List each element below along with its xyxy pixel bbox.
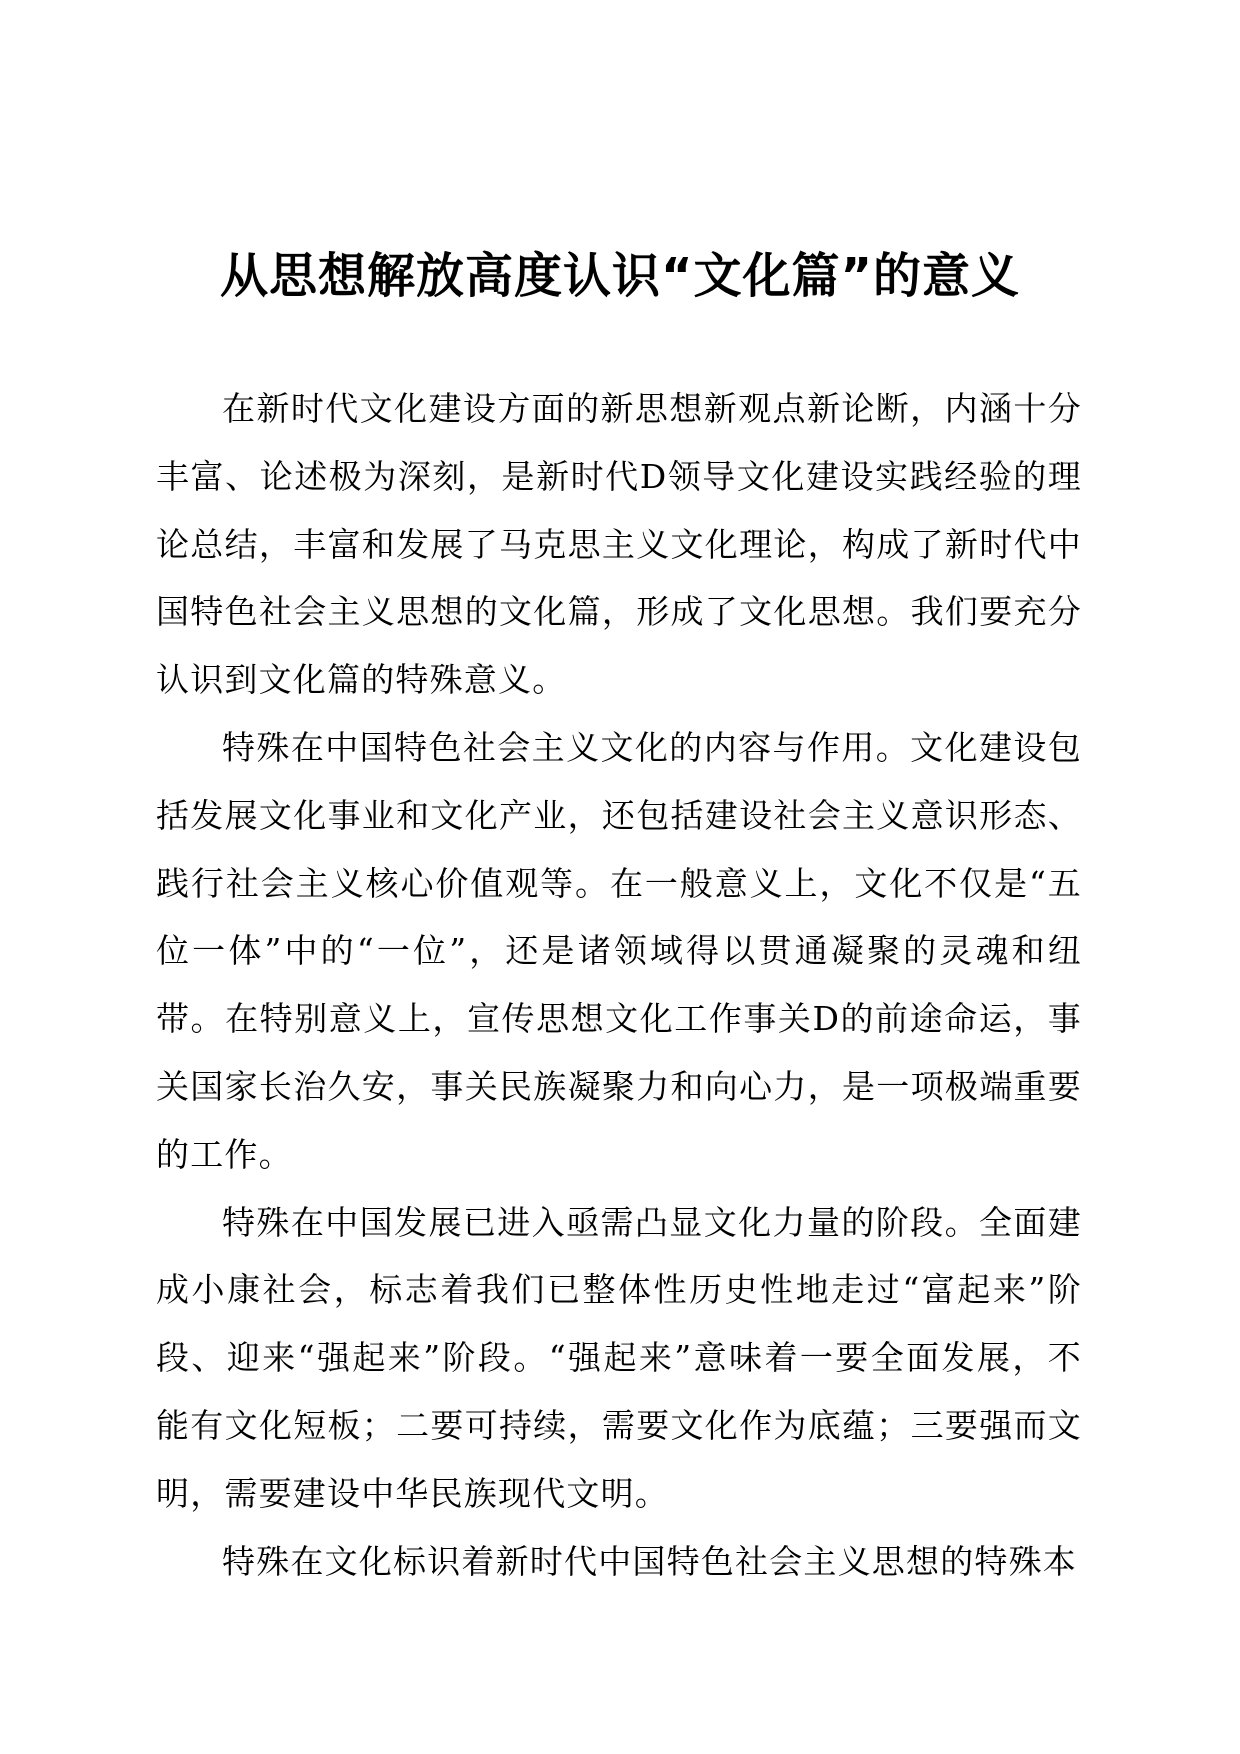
paragraph-1: 在新时代文化建设方面的新思想新观点新论断，内涵十分丰富、论述极为深刻，是新时代D领导文化建设实践经验的理论总结，丰富和发展了马克思主义文化理论，构成了新时代中国特色社会主义思想的文化篇，形成了文化思想。我们要充分认识到文化篇的特殊意义。 [156,389,1082,700]
paragraph-3: 特殊在中国发展已进入亟需凸显文化力量的阶段。全面建成小康社会，标志着我们已整体性历史性地走过“富起来”阶段、迎来“强起来”阶段。“强起来”意味着一要全面发展，不能有文化短板；二要可持续，需要文化作为底蕴；三要强而文明，需要建设中华民族现代文明。 [156,1202,1082,1513]
paragraph-2: 特殊在中国特色社会主义文化的内容与作用。文化建设包括发展文化事业和文化产业，还包括建设社会主义意识形态、践行社会主义核心价值观等。在一般意义上，文化不仅是“五位一体”中的“一位”，还是诸领域得以贯通凝聚的灵魂和纽带。在特别意义上，宣传思想文化工作事关D的前途命运，事关国家长治久安，事关民族凝聚力和向心力，是一项极端重要的工作。 [156,727,1082,1174]
paragraph-4: 特殊在文化标识着新时代中国特色社会主义思想的特殊本 [222,1541,1077,1581]
document-body [156,375,1082,1595]
document-title: 从思想解放高度认识“文化篇”的意义 [219,248,1021,304]
